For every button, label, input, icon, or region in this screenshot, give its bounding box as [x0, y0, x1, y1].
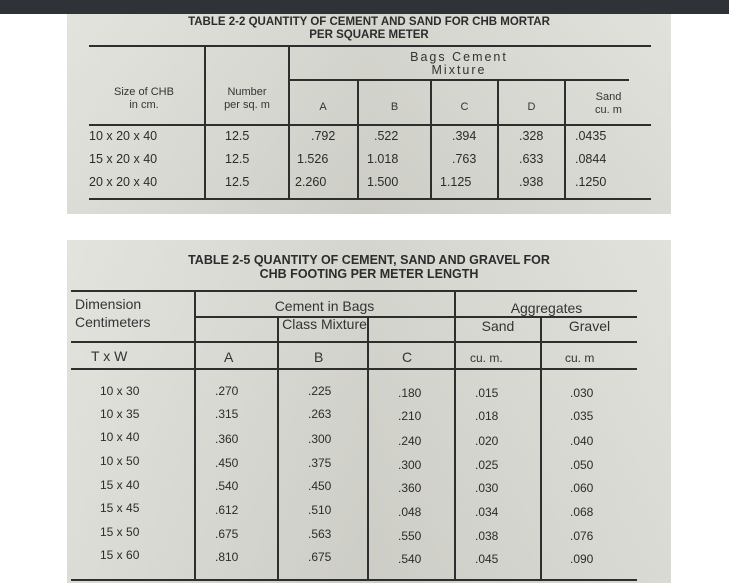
table2-cell-b: .263 [308, 407, 332, 421]
table2-cell-sand: .038 [475, 529, 499, 543]
table1-cell-sand: .0844 [575, 152, 607, 166]
table2-cell-a: .270 [215, 384, 239, 398]
table1-header-col-b: B [390, 101, 399, 113]
table1-cell-number: 12.5 [225, 129, 250, 143]
table-2-5-scan [67, 240, 671, 583]
table2-cell-c: .180 [398, 386, 422, 400]
table1-vline [430, 80, 432, 198]
top-bar [0, 0, 729, 14]
table2-header-dimension: Dimension [75, 296, 142, 312]
table2-cell-gravel: .035 [570, 409, 594, 423]
table1-header-sand: Sand [595, 91, 622, 103]
table2-header-col-c: C [402, 349, 413, 365]
table2-title-line2: CHB FOOTING PER METER LENGTH [259, 267, 479, 281]
table2-cell-a: .315 [215, 407, 239, 421]
table2-cell-sand: .020 [475, 434, 499, 448]
table1-cell-sand: .1250 [575, 175, 607, 189]
table1-title-line2: PER SQUARE METER [309, 29, 429, 41]
table2-header-gravel: Gravel [568, 318, 611, 334]
table2-header-class-mixture: Class Mixture [282, 316, 367, 332]
table2-cell-b: .450 [308, 479, 332, 493]
table2-cell-dim: 15 x 45 [100, 501, 140, 515]
table2-cell-b: .510 [308, 503, 332, 517]
table2-vline [277, 317, 279, 580]
table1-cell-number: 12.5 [225, 152, 250, 166]
table2-header-sand-unit: cu. m. [470, 351, 503, 365]
table1-cell-c: .763 [452, 152, 477, 166]
table1-vline [204, 45, 206, 198]
table1-cell-number: 12.5 [225, 175, 250, 189]
table2-cell-a: .675 [215, 527, 239, 541]
table1-cell-b: 1.500 [367, 175, 399, 189]
table1-header-col-c: C [460, 101, 469, 113]
table2-cell-sand: .030 [475, 481, 499, 495]
table2-cell-a: .612 [215, 503, 239, 517]
table2-cell-dim: 15 x 60 [100, 548, 140, 562]
table2-cell-b: .225 [308, 384, 332, 398]
table1-rule-top [89, 45, 651, 47]
table1-vline [497, 80, 499, 198]
table2-cell-gravel: .040 [570, 434, 594, 448]
table1-rule-bottom [89, 198, 651, 200]
table2-cell-a: .360 [215, 432, 239, 446]
table1-cell-size: 10 x 20 x 40 [89, 129, 158, 143]
table2-cell-c: .240 [398, 434, 422, 448]
table1-cell-c: .394 [452, 129, 477, 143]
table1-cell-size: 20 x 20 x 40 [89, 175, 158, 189]
table2-cell-c: .550 [398, 529, 422, 543]
table2-cell-c: .540 [398, 552, 422, 566]
table1-vline [357, 80, 359, 198]
table2-cell-b: .300 [308, 432, 332, 446]
table2-cell-gravel: .068 [570, 505, 594, 519]
table1-cell-sand: .0435 [575, 129, 607, 143]
table1-cell-d: .938 [519, 175, 544, 189]
table1-cell-b: .522 [374, 129, 399, 143]
table2-header-gravel-unit: cu. m [565, 351, 595, 365]
table1-header-bags-cement: Bags Cement [410, 50, 508, 64]
table2-cell-sand: .045 [475, 552, 499, 566]
table1-cell-size: 15 x 20 x 40 [89, 152, 158, 166]
table1-cell-d: .633 [519, 152, 544, 166]
table2-header-col-a: A [224, 349, 234, 365]
table1-cell-a: 1.526 [297, 152, 329, 166]
table2-cell-gravel: .060 [570, 481, 594, 495]
table2-rule-units [71, 368, 637, 370]
table2-cell-dim: 10 x 30 [100, 384, 140, 398]
table-2-2-scan [67, 14, 671, 214]
table2-header-aggregates: Aggregates [510, 300, 583, 316]
table2-cell-sand: .018 [475, 409, 499, 423]
table1-rule-header-bottom [89, 124, 651, 126]
table2-header-txw: T x W [91, 348, 128, 364]
table1-header-mixture: Mixture [431, 63, 487, 77]
table1-cell-c: 1.125 [440, 175, 472, 189]
table2-cell-a: .540 [215, 479, 239, 493]
table2-cell-gravel: .030 [570, 386, 594, 400]
table2-cell-c: .360 [398, 481, 422, 495]
table1-cell-b: 1.018 [367, 152, 399, 166]
table2-cell-dim: 15 x 40 [100, 478, 140, 492]
table2-cell-gravel: .090 [570, 552, 594, 566]
table1-title-line1: TABLE 2-2 QUANTITY OF CEMENT AND SAND FOR CHB MORTAR [188, 16, 550, 28]
table2-header-centimeters: Centimeters [75, 314, 151, 330]
table2-cell-c: .048 [398, 505, 422, 519]
table1-cell-d: .328 [519, 129, 544, 143]
table2-cell-dim: 15 x 50 [100, 525, 140, 539]
table2-rule-top [71, 290, 637, 292]
table2-header-col-b: B [314, 349, 324, 365]
table2-cell-dim: 10 x 35 [100, 407, 140, 421]
table1-cell-a: 2.260 [295, 175, 327, 189]
table2-vline [540, 317, 542, 580]
table1-header-size: Size of CHB [114, 86, 174, 98]
table2-header-sand: Sand [481, 318, 515, 334]
table2-cell-dim: 10 x 40 [100, 430, 140, 444]
table2-cell-sand: .034 [475, 505, 499, 519]
table1-header-number: Number [227, 86, 267, 98]
table2-cell-b: .563 [308, 527, 332, 541]
table1-header-sand-unit: cu. m [595, 104, 622, 116]
table2-cell-gravel: .076 [570, 529, 594, 543]
table2-cell-a: .810 [215, 550, 239, 564]
table1-rule-subheader [289, 79, 629, 81]
table2-cell-c: .300 [398, 458, 422, 472]
table1-header-number-unit: per sq. m [224, 99, 270, 111]
table1-cell-a: .792 [311, 129, 336, 143]
table2-cell-c: .210 [398, 409, 422, 423]
table2-cell-a: .450 [215, 456, 239, 470]
table2-cell-sand: .015 [475, 386, 499, 400]
table2-cell-b: .675 [308, 550, 332, 564]
table2-rule-header [71, 341, 637, 343]
table1-header-size-unit: in cm. [129, 99, 159, 111]
table2-header-cement-in-bags: Cement in Bags [274, 298, 375, 314]
table2-cell-gravel: .050 [570, 458, 594, 472]
table2-vline [454, 290, 456, 580]
table2-rule-bottom [71, 579, 637, 581]
table2-cell-sand: .025 [475, 458, 499, 472]
table2-vline [194, 290, 196, 580]
table2-title-line1: TABLE 2-5 QUANTITY OF CEMENT, SAND AND GRAVEL FOR [188, 253, 550, 267]
table1-header-col-a: A [319, 101, 327, 113]
table2-cell-b: .375 [308, 456, 332, 470]
table1-header-col-d: D [527, 101, 536, 113]
table2-cell-dim: 10 x 50 [100, 454, 140, 468]
table2-vline [367, 317, 369, 580]
